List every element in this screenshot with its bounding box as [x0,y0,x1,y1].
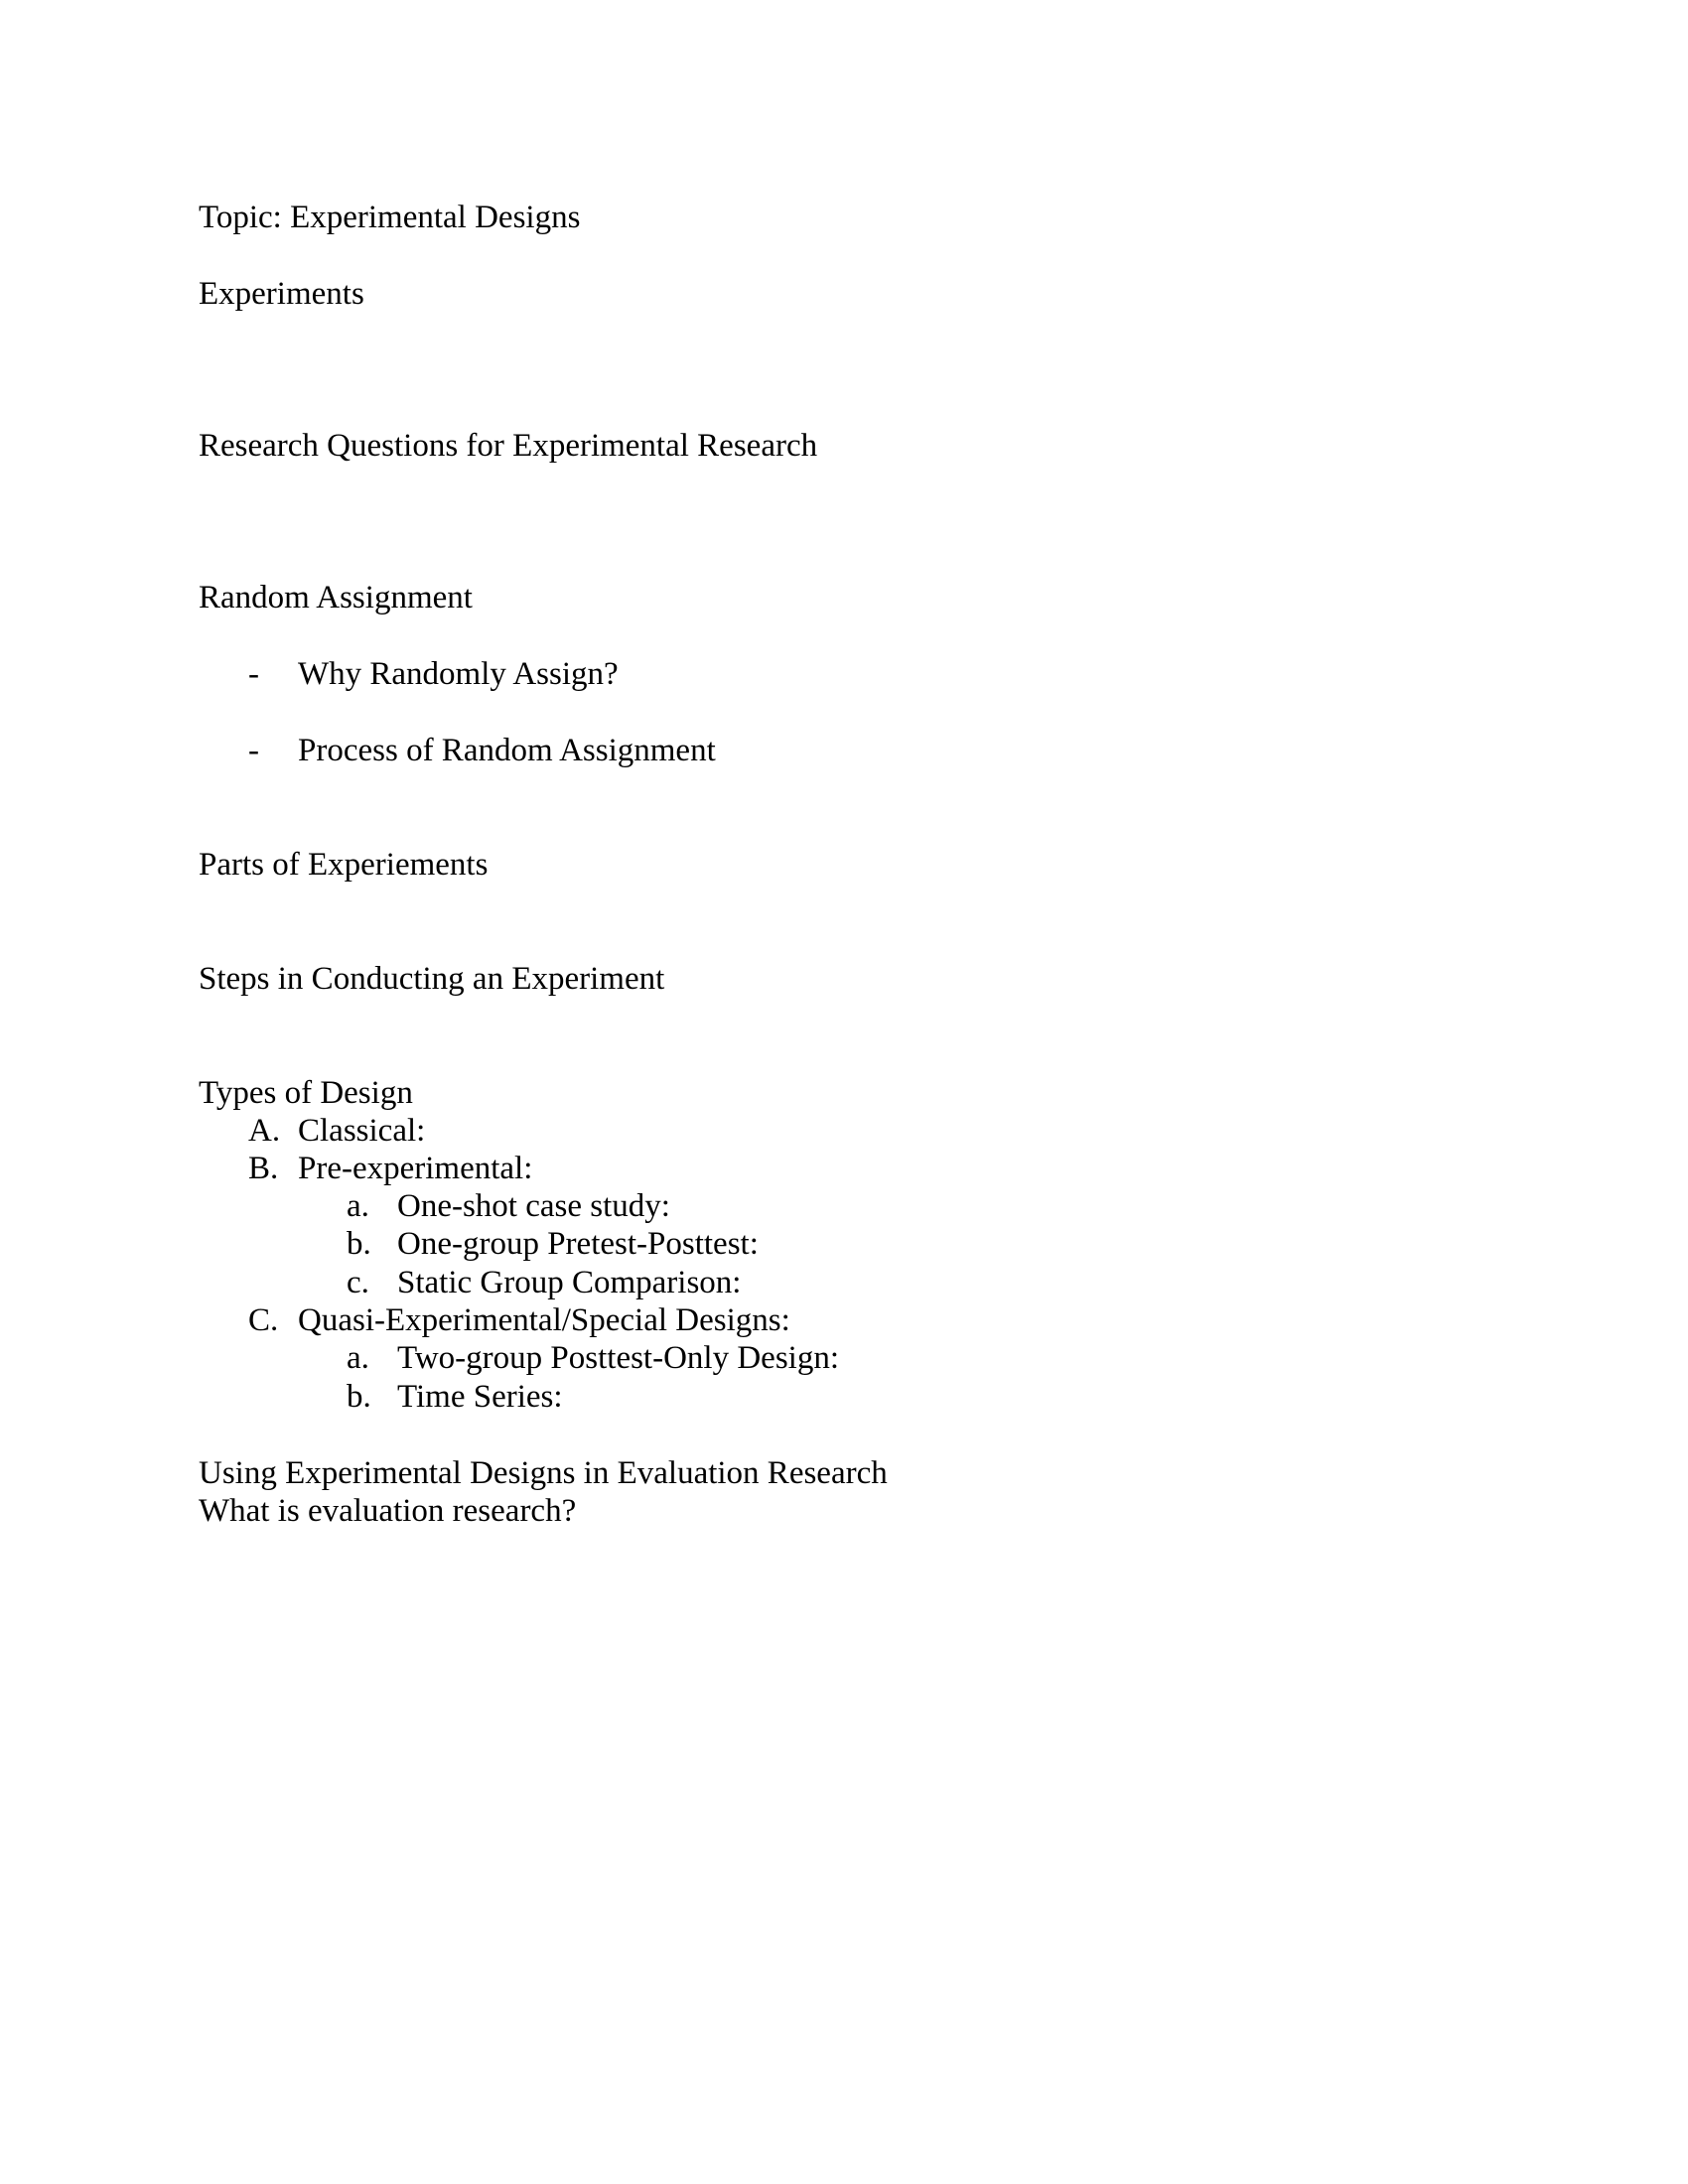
section-experiments: Experiments [199,276,364,312]
section-evaluation: Using Experimental Designs in Evaluation Research [199,1455,888,1491]
design-pre-experimental: Pre-experimental: [298,1151,533,1186]
list-marker: c. [347,1265,369,1300]
list-marker: a. [347,1188,369,1224]
design-static-group: Static Group Comparison: [397,1265,742,1300]
bullet-why-randomly-assign: Why Randomly Assign? [298,656,619,692]
topic-heading: Topic: Experimental Designs [199,200,581,235]
design-classical: Classical: [298,1113,426,1149]
list-marker: B. [248,1151,279,1186]
bullet-process-random-assignment: Process of Random Assignment [298,733,716,768]
design-quasi-experimental: Quasi-Experimental/Special Designs: [298,1302,790,1338]
evaluation-question: What is evaluation research? [199,1493,577,1529]
design-two-group: Two-group Posttest-Only Design: [397,1340,840,1376]
design-time-series: Time Series: [397,1379,563,1415]
section-steps: Steps in Conducting an Experiment [199,961,665,997]
section-types-of-design: Types of Design [199,1075,413,1111]
bullet-dash: - [248,656,259,692]
list-marker: b. [347,1226,371,1262]
section-research-questions: Research Questions for Experimental Research [199,428,818,464]
list-marker: b. [347,1379,371,1415]
list-marker: A. [248,1113,281,1149]
design-one-group: One-group Pretest-Posttest: [397,1226,759,1262]
bullet-dash: - [248,733,259,768]
section-parts: Parts of Experiements [199,847,489,883]
list-marker: C. [248,1302,279,1338]
design-one-shot: One-shot case study: [397,1188,670,1224]
list-marker: a. [347,1340,369,1376]
section-random-assignment: Random Assignment [199,580,473,615]
